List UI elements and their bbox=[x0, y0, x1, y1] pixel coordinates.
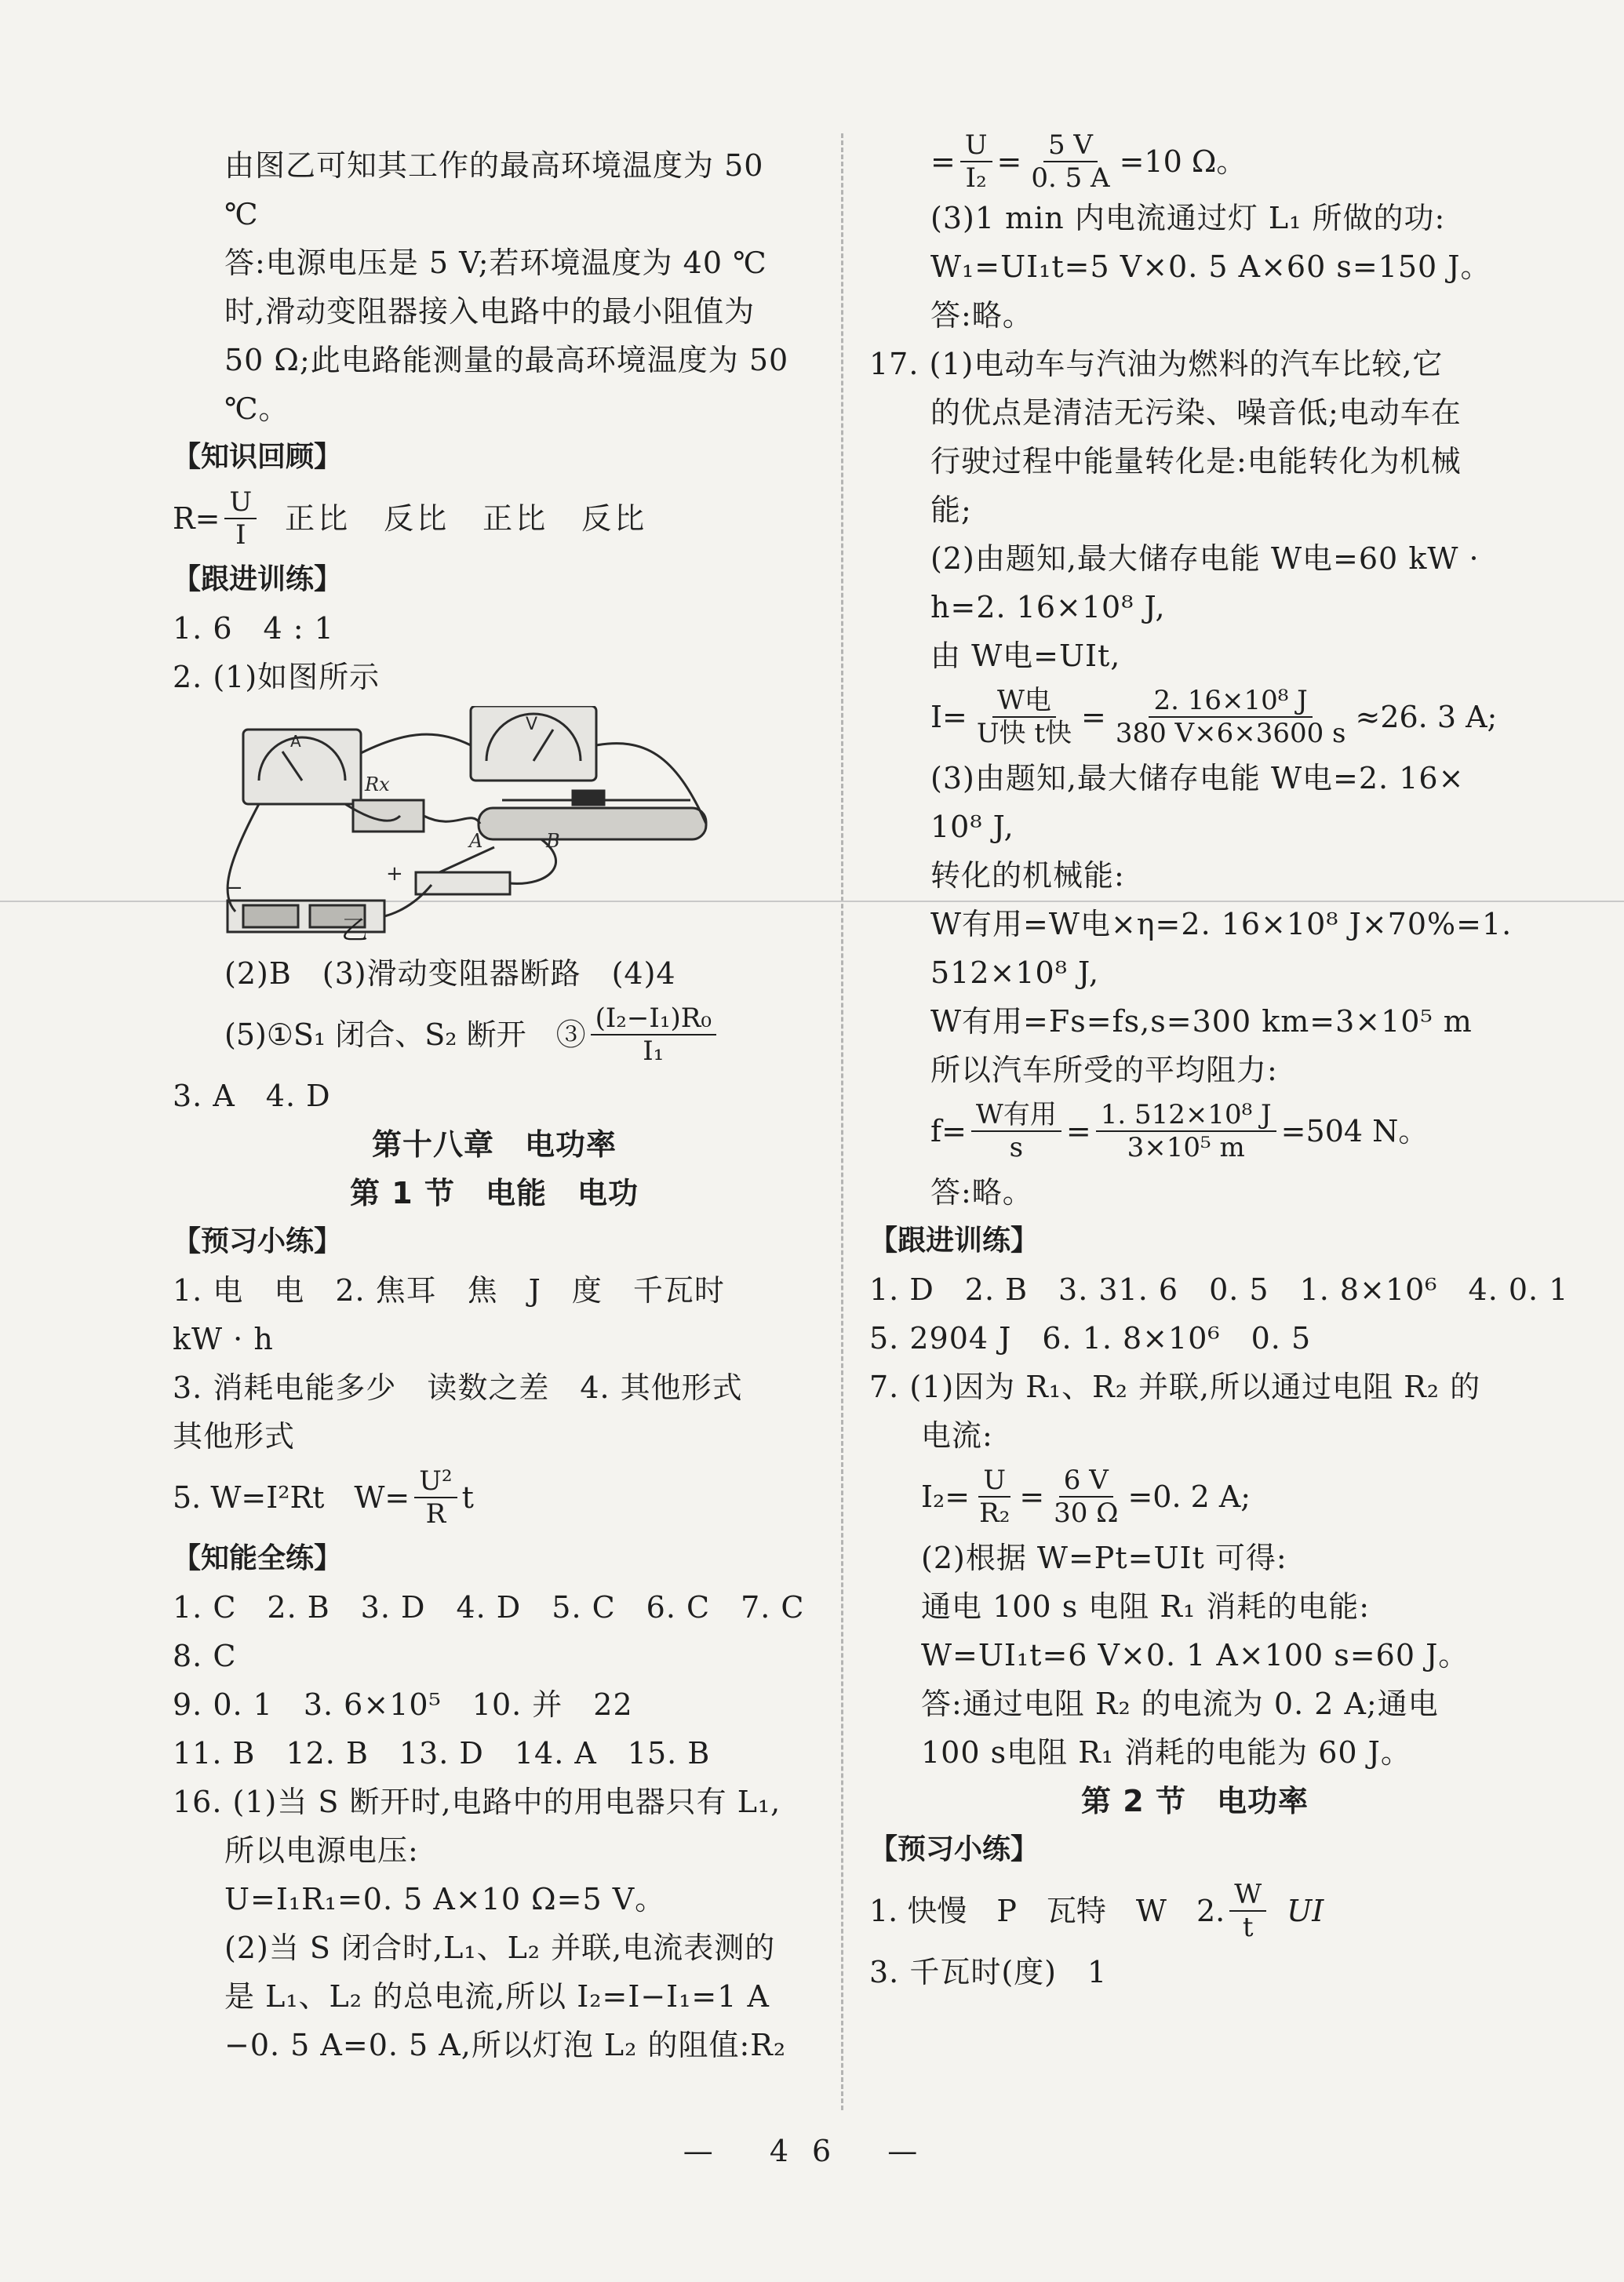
answer-line: 3. 消耗电能多少 读数之差 4. 其他形式 bbox=[173, 1370, 743, 1405]
answer-line: 转化的机械能: bbox=[930, 858, 1125, 893]
denominator: R₂ bbox=[979, 1498, 1010, 1529]
formula-text: ≈26. 3 A; bbox=[1355, 700, 1498, 734]
formula-r2: = $\frac{U}{\text{I₂}}$ = $\frac{5 V}{0. 5 A}$ =10 Ω。 bbox=[930, 129, 1247, 194]
section-header: 【预习小练】 bbox=[173, 1225, 343, 1257]
svg-text:+: + bbox=[386, 862, 403, 886]
answer-line: 3. A 4. D bbox=[173, 1079, 331, 1113]
formula-answer-p5 bbox=[173, 1461, 816, 1534]
answer-line: U=I₁R₁=0. 5 A×10 Ω=5 V。 bbox=[224, 1882, 666, 1916]
numerator: W有用 bbox=[971, 1099, 1061, 1132]
text-line: ℃。 bbox=[224, 391, 289, 426]
answer-line: 11. B 12. B 13. D 14. A 15. B bbox=[173, 1736, 711, 1771]
numerator: U bbox=[224, 486, 257, 519]
text-line: 由图乙可知其工作的最高环境温度为 50 bbox=[224, 148, 764, 183]
fraction bbox=[972, 685, 1076, 749]
denominator: I₁ bbox=[643, 1035, 665, 1067]
formula-text: =10 Ω。 bbox=[1119, 144, 1247, 179]
answer-line: (2)当 S 闭合时,L₁、L₂ 并联,电流表测的 bbox=[224, 1931, 776, 1965]
section-title: 第 1 节 电能 电功 bbox=[350, 1176, 639, 1210]
formula-text: I= bbox=[930, 700, 967, 734]
numerator: U bbox=[978, 1465, 1010, 1498]
answer-line: 所以电源电压: bbox=[224, 1833, 419, 1868]
answer-line: 所以汽车所受的平均阻力: bbox=[930, 1053, 1278, 1087]
page-dash: — bbox=[887, 2134, 941, 2168]
right-column bbox=[869, 129, 1569, 1996]
numerator: W bbox=[1229, 1879, 1266, 1912]
answer-line: 7. (1)因为 R₁、R₂ 并联,所以通过电阻 R₂ 的 bbox=[869, 1370, 1481, 1404]
fraction bbox=[224, 486, 257, 551]
formula-text: UI bbox=[1287, 1894, 1324, 1928]
answer-line: 1. 6 4 : 1 bbox=[173, 611, 334, 646]
fraction bbox=[591, 1003, 716, 1067]
section-header: 【跟进训练】 bbox=[173, 563, 343, 595]
figure-label: 乙 bbox=[341, 915, 368, 946]
chapter-title: 第十八章 电功率 bbox=[371, 1127, 617, 1162]
answer-line: 16. (1)当 S 断开时,电路中的用电器只有 L₁, bbox=[173, 1785, 781, 1819]
svg-text:V: V bbox=[526, 715, 538, 734]
denominator: s bbox=[1009, 1132, 1024, 1163]
answer-line: 其他形式 bbox=[173, 1419, 296, 1454]
answer-line: −0. 5 A=0. 5 A,所以灯泡 L₂ 的阻值:R₂ bbox=[224, 2028, 787, 2062]
numerator: 6 V bbox=[1059, 1465, 1113, 1498]
answer-line: W有用=W电×η=2. 16×10⁸ J×70%=1. bbox=[930, 907, 1513, 941]
numerator: U bbox=[960, 129, 992, 162]
page-dash: — bbox=[683, 2134, 737, 2168]
left-column bbox=[173, 141, 816, 2069]
page-number bbox=[0, 2134, 1624, 2168]
fraction bbox=[1229, 1879, 1266, 1943]
answer-line: W₁=UI₁t=5 V×0. 5 A×60 s=150 J。 bbox=[930, 249, 1491, 284]
answer-line: (3)1 min 内电流通过灯 L₁ 所做的功: bbox=[930, 201, 1446, 235]
answer-line: 1. 电 电 2. 焦耳 焦 J 度 千瓦时 bbox=[173, 1273, 725, 1308]
answer-line: 5. 2904 J 6. 1. 8×10⁶ 0. 5 bbox=[869, 1321, 1312, 1356]
formula-answer-5 bbox=[173, 998, 816, 1072]
formula-r-ui bbox=[173, 482, 816, 555]
denominator: 3×10⁵ m bbox=[1127, 1132, 1245, 1163]
formula-text: =0. 2 A; bbox=[1127, 1479, 1251, 1514]
answer-line: W=UI₁t=6 V×0. 1 A×100 s=60 J。 bbox=[921, 1638, 1469, 1672]
denominator: 0. 5 A bbox=[1031, 162, 1110, 194]
answer-line: 17. (1)电动车与汽油为燃料的汽车比较,它 bbox=[869, 347, 1444, 381]
formula-i2: I₂= $\frac{U}{\text{R₂}}$ = $\frac{6 V}{30 \Omega}$ =0. 2 A; bbox=[869, 1460, 1520, 1534]
answer-line: 是 L₁、L₂ 的总电流,所以 I₂=I−I₁=1 A bbox=[224, 1979, 770, 2014]
denominator: I₂ bbox=[965, 162, 987, 194]
formula-text: 1. 快慢 P 瓦特 W 2. bbox=[869, 1894, 1225, 1928]
section-title: 第 2 节 电功率 bbox=[1081, 1784, 1309, 1818]
svg-text:B: B bbox=[546, 830, 560, 852]
formula-resistance: f= $\frac{\text{W有用}}{s}$ = $\frac{\text{1. 512×10⁸ J}}{\text{3×10⁵ m}}$ =504 N。 bbox=[869, 1094, 1520, 1168]
denominator: R bbox=[425, 1498, 446, 1530]
svg-text:Rx: Rx bbox=[365, 773, 390, 795]
formula-text: (5)①S₁ 闭合、S₂ 断开 ③ bbox=[224, 1017, 586, 1052]
fraction bbox=[960, 129, 992, 194]
svg-text:A: A bbox=[469, 830, 483, 852]
formula-text: 5. W=I²Rt W= bbox=[173, 1480, 410, 1515]
denominator: 380 V×6×3600 s bbox=[1115, 718, 1346, 749]
answer-line: 行驶过程中能量转化是:电能转化为机械 bbox=[930, 444, 1462, 479]
answer-line: (2)根据 W=Pt=UIt 可得: bbox=[921, 1541, 1287, 1575]
answer-line: 的优点是清洁无污染、噪音低;电动车在 bbox=[930, 395, 1462, 430]
numerator: (I₂−I₁)R₀ bbox=[591, 1003, 716, 1035]
answer-line: 10⁸ J, bbox=[930, 810, 1014, 844]
text-line: ℃ bbox=[224, 197, 259, 231]
answer-line: 512×10⁸ J, bbox=[930, 955, 1100, 990]
section-header: 【知识回顾】 bbox=[173, 441, 343, 473]
answer-line: 答:通过电阻 R₂ 的电流为 0. 2 A;通电 bbox=[921, 1687, 1439, 1721]
numerator: 2. 16×10⁸ J bbox=[1149, 685, 1312, 718]
circuit-diagram bbox=[204, 706, 769, 941]
answer-line: 9. 0. 1 3. 6×10⁵ 10. 并 22 bbox=[173, 1687, 633, 1722]
answer-line: (3)由题知,最大储存电能 W电=2. 16× bbox=[930, 761, 1465, 795]
answer-line: 3. 千瓦时(度) 1 bbox=[869, 1955, 1108, 1989]
answer-line: 能; bbox=[930, 493, 972, 527]
answer-line: 通电 100 s 电阻 R₁ 消耗的电能: bbox=[921, 1589, 1371, 1624]
numerator: W电 bbox=[992, 685, 1056, 718]
answer-line: 8. C bbox=[173, 1639, 237, 1673]
page-number-value: 46 bbox=[769, 2134, 855, 2168]
answer-line: (2)由题知,最大储存电能 W电=60 kW · bbox=[930, 541, 1480, 576]
numerator: U² bbox=[414, 1465, 457, 1498]
formula-text: f= bbox=[930, 1114, 967, 1148]
answer-line: 1. C 2. B 3. D 4. D 5. C 6. C 7. C bbox=[173, 1590, 805, 1625]
answer-line: 答:略。 bbox=[930, 298, 1033, 333]
section-header: 【预习小练】 bbox=[869, 1833, 1040, 1865]
formula-text: =504 N。 bbox=[1280, 1114, 1429, 1148]
answer-line: W有用=Fs=fs,s=300 km=3×10⁵ m bbox=[930, 1004, 1473, 1039]
svg-text:A: A bbox=[290, 732, 301, 751]
formula-text: t bbox=[461, 1480, 474, 1515]
denominator: U快 t快 bbox=[976, 718, 1072, 749]
formula-text: 正比 反比 正比 反比 bbox=[285, 501, 648, 536]
numerator: 1. 512×10⁸ J bbox=[1096, 1099, 1276, 1132]
fraction bbox=[1049, 1465, 1123, 1529]
formula-current: I= $\frac{\text{W电}}{\text{U快 t快}}$ = $\frac{\text{2. 16×10⁸ J}}{380 V\times 6\times 3600 s}$ ≈26. 3 A; bbox=[869, 680, 1520, 754]
answer-line: 答:略。 bbox=[930, 1175, 1033, 1210]
section-header: 【跟进训练】 bbox=[869, 1225, 1040, 1257]
answer-line: h=2. 16×10⁸ J, bbox=[930, 590, 1166, 624]
text-line: 时,滑动变阻器接入电路中的最小阻值为 bbox=[224, 294, 756, 329]
answer-line: 100 s电阻 R₁ 消耗的电能为 60 J。 bbox=[921, 1735, 1411, 1770]
text-line: 答:电源电压是 5 V;若环境温度为 40 ℃ bbox=[224, 246, 767, 280]
text-line: 50 Ω;此电路能测量的最高环境温度为 50 bbox=[224, 343, 789, 377]
formula-text: R= bbox=[173, 501, 220, 536]
denominator: 30 Ω bbox=[1054, 1498, 1119, 1529]
fraction bbox=[414, 1465, 457, 1530]
answer-line: 由 W电=UIt, bbox=[930, 639, 1121, 673]
answer-line: 2. (1)如图所示 bbox=[173, 660, 381, 694]
circuit-figure bbox=[204, 706, 769, 946]
fraction bbox=[1111, 685, 1351, 749]
section-header: 【知能全练】 bbox=[173, 1542, 343, 1574]
numerator: 5 V bbox=[1043, 129, 1098, 162]
answer-line: 电流: bbox=[921, 1418, 993, 1453]
denominator: t bbox=[1242, 1912, 1254, 1943]
answer-line: 1. D 2. B 3. 31. 6 0. 5 1. 8×10⁶ 4. 0. 1 bbox=[869, 1272, 1569, 1307]
fraction bbox=[1026, 129, 1114, 194]
column-divider bbox=[841, 133, 843, 2110]
answer-line: kW · h bbox=[173, 1322, 274, 1356]
formula-text: = bbox=[930, 144, 956, 179]
fraction bbox=[971, 1099, 1061, 1163]
fraction bbox=[1096, 1099, 1276, 1163]
formula-text: I₂= bbox=[921, 1479, 970, 1514]
answer-line: (2)B (3)滑动变阻器断路 (4)4 bbox=[224, 956, 676, 991]
fraction bbox=[974, 1465, 1014, 1529]
formula-power bbox=[869, 1874, 1520, 1948]
svg-text:−: − bbox=[226, 876, 243, 900]
denominator: I bbox=[235, 519, 246, 551]
